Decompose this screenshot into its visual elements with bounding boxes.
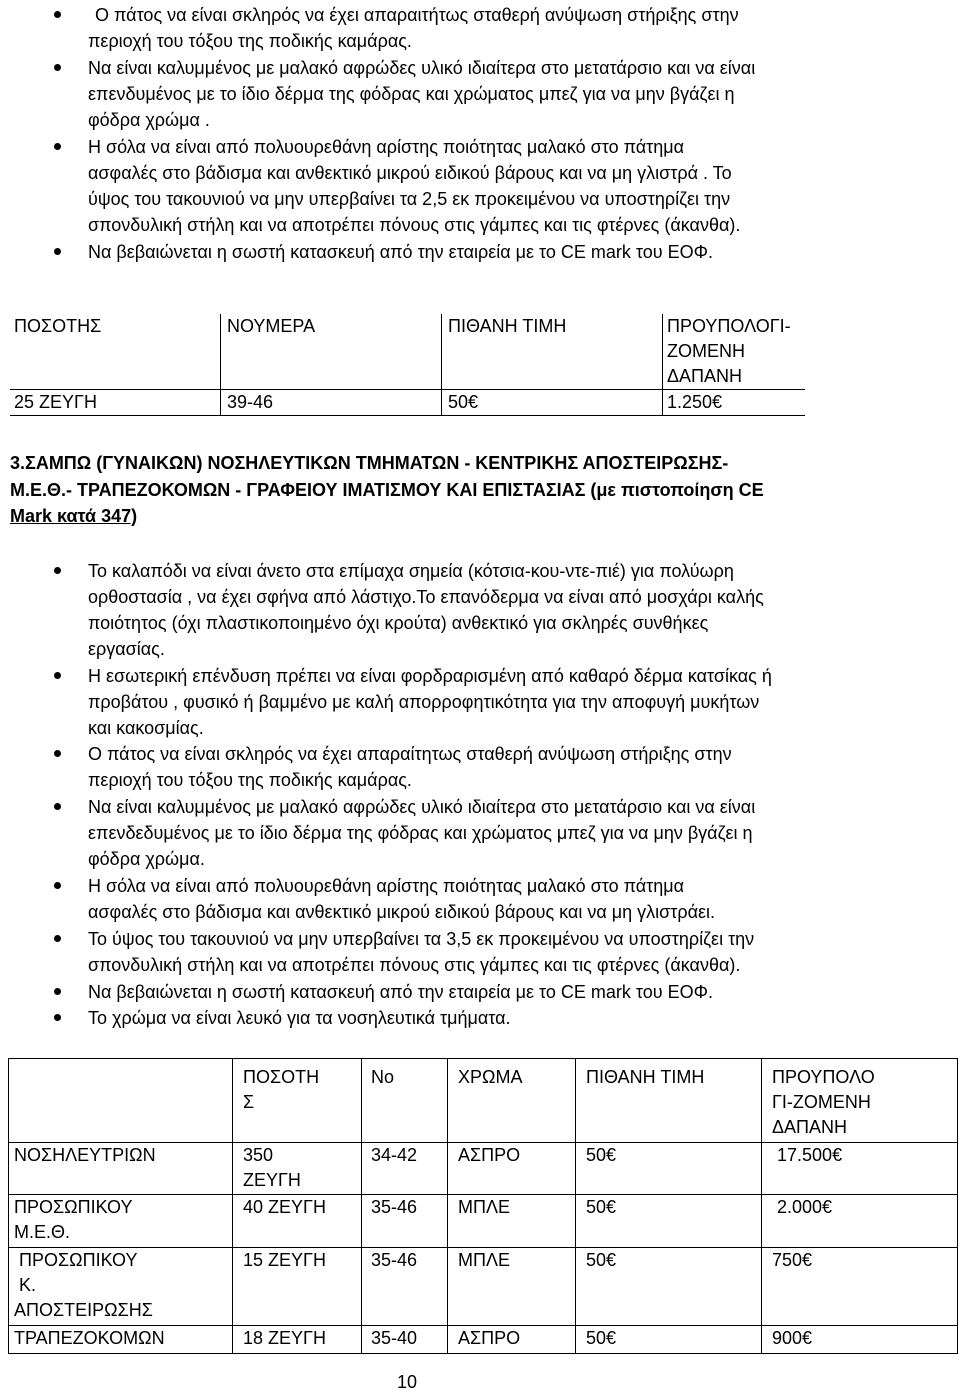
text-line: Ο πάτος να είναι σκληρός να έχει απαραιτήτως σταθερή ανύψωση στήριξης στην [95, 5, 739, 25]
table-cell: 50€ [576, 1326, 762, 1354]
table-header-cell: ΠΙΘΑΝΗ ΤΙΜΗ [442, 314, 663, 390]
table-cell: ΠΡΟΣΩΠΙΚΟΥ Μ.Ε.Θ. [9, 1195, 233, 1248]
text-line: Η εσωτερική επένδυση πρέπει να είναι φορδραρισμένη από καθαρό δέρμα κατσίκας ή [88, 666, 772, 686]
bullet-icon [54, 11, 61, 18]
table-cell: ΤΡΑΠΕΖΟΚΟΜΩΝ [9, 1326, 233, 1354]
quantity-table-1 [10, 314, 805, 416]
table-header-cell: ΠΟΣΟΤΗΣ [10, 314, 221, 390]
euro-icon: € [606, 1145, 617, 1165]
euro-icon: € [468, 392, 479, 412]
bullet-icon [54, 882, 61, 889]
quantity-table-2 [8, 1058, 958, 1354]
table-cell: 40 ΖΕΥΓΗ [233, 1195, 362, 1248]
table-cell: 35-40 [362, 1326, 448, 1354]
text-line: Το καλαπόδι να είναι άνετο στα επίμαχα σημεία (κότσια-κου-ντε-πιέ) για πολύωρη [88, 561, 734, 581]
bullet-icon [54, 567, 61, 574]
text-line: Να είναι καλυμμένος με μαλακό αφρώδες υλικό ιδιαίτερα στο μετατάρσιο και να είναι [88, 797, 756, 817]
table-header-cell: ΝΟΥΜΕΡΑ [221, 314, 442, 390]
euro-icon: € [802, 1328, 813, 1348]
table-header-cell: ΠΡΟΥΠΟΛΟ ΓΙ-ΖΟΜΕΝΗ ΔΑΠΑΝΗ [762, 1059, 958, 1143]
text-line: σπονδυλική στήλη και να αποτρέπει πόνους στις γάμπες και τις φτέρνες (άκανθα). [88, 955, 741, 975]
table-cell: ΜΠΛΕ [448, 1248, 576, 1326]
bullet-icon [54, 988, 61, 995]
table-cell: 1.250€ [663, 390, 806, 416]
table-header-cell [9, 1059, 233, 1143]
table-cell: 50€ [442, 390, 663, 416]
bullet-icon [54, 750, 61, 757]
text-line: επενδεδυμένος με το ίδιο δέρμα της φόδρας και χρώματος μπεζ για να μην βγάζει η [88, 823, 753, 843]
text-line: Να είναι καλυμμένος με μαλακό αφρώδες υλικό ιδιαίτερα στο μετατάρσιο και να είναι [88, 58, 756, 78]
text-line: περιοχή του τόξου της ποδικής καμάρας. [88, 770, 412, 790]
text-line: φόδρα χρώμα . [88, 110, 210, 130]
table-cell: ΠΡΟΣΩΠΙΚΟΥ Κ. ΑΠΟΣΤΕΙΡΩΣΗΣ [9, 1248, 233, 1326]
bullet-icon [54, 143, 61, 150]
table-cell: ΝΟΣΗΛΕΥΤΡΙΩΝ [9, 1143, 233, 1195]
text-line: ποιότητος (όχι πλαστικοποιημένο όχι κρούτα) ανθεκτικό για σκληρές συνθήκες [88, 613, 709, 633]
table-cell: 35-46 [362, 1195, 448, 1248]
table-cell: 35-46 [362, 1248, 448, 1326]
section-title-line: Μ.Ε.Θ.- ΤΡΑΠΕΖΟΚΟΜΩΝ - ΓΡΑΦΕΙΟΥ ΙΜΑΤΙΣΜΟΥ ΚΑΙ ΕΠΙΣΤΑΣΙΑΣ (με πιστοποίηση CE [10, 480, 764, 500]
table-cell: 15 ΖΕΥΓΗ [233, 1248, 362, 1326]
section-title-line: Mark κατά 347) [10, 506, 138, 526]
text-line: ασφαλές στο βάδισμα και ανθεκτικό μικρού ειδικού βάρους και να μη γλιστρά . Το [88, 163, 732, 183]
text-line: και κακοσμίας. [88, 718, 204, 738]
text-line: Η σόλα να είναι από πολυουρεθάνη αρίστης ποιότητας μαλακό στο πάτημα [88, 137, 685, 157]
text-line: φόδρα χρώμα. [88, 849, 205, 869]
text-line: εργασίας. [88, 639, 165, 659]
text-line: Η σόλα να είναι από πολυουρεθάνη αρίστης ποιότητας μαλακό στο πάτημα [88, 876, 685, 896]
text-line: Το ύψος του τακουνιού να μην υπερβαίνει τα 3,5 εκ προκειμένου να υποστηρίζει την [88, 929, 755, 949]
table-cell: 25 ΖΕΥΓΗ [10, 390, 221, 416]
euro-icon: € [606, 1197, 617, 1217]
table-cell: 900€ [762, 1326, 958, 1354]
table-cell: 50€ [576, 1248, 762, 1326]
table-header-cell: Νο [362, 1059, 448, 1143]
text-line: ασφαλές στο βάδισμα και ανθεκτικό μικρού ειδικού βάρους και να μη γλιστράει. [88, 902, 716, 922]
text-line: επενδυμένος με το ίδιο δέρμα της φόδρας και χρώματος μπεζ για να μην βγάζει η [88, 84, 735, 104]
text-line: Το χρώμα να είναι λευκό για τα νοσηλευτικά τμήματα. [88, 1008, 511, 1028]
table-cell: ΑΣΠΡΟ [448, 1326, 576, 1354]
table-cell: 18 ΖΕΥΓΗ [233, 1326, 362, 1354]
euro-icon: € [606, 1328, 617, 1348]
table-cell: 34-42 [362, 1143, 448, 1195]
text-line: ορθοστασία , να έχει σφήνα από λάστιχο.Το επανόδερμα να είναι από μοσχάρι καλής [88, 587, 764, 607]
text-line: Να βεβαιώνεται η σωστή κατασκευή από την εταιρεία με το CE mark του ΕΟΦ. [88, 242, 713, 262]
page-number: 10 [397, 1372, 418, 1392]
text-line: σπονδυλική στήλη και να αποτρέπει πόνους στις γάμπες και τις φτέρνες (άκανθα). [88, 215, 741, 235]
table-cell: 2.000€ [762, 1195, 958, 1248]
table-cell: 17.500€ [762, 1143, 958, 1195]
table-cell: 50€ [576, 1143, 762, 1195]
text-line: ύψος του τακουνιού να μην υπερβαίνει τα 2,5 εκ προκειμένου να υποστηρίζει την [88, 189, 731, 209]
table-cell: 350 ΖΕΥΓΗ [233, 1143, 362, 1195]
table-cell: ΑΣΠΡΟ [448, 1143, 576, 1195]
euro-icon: € [832, 1145, 843, 1165]
euro-icon: € [822, 1197, 833, 1217]
euro-icon: € [802, 1250, 813, 1270]
bullet-icon [54, 935, 61, 942]
table-cell: 39-46 [221, 390, 442, 416]
table-header-cell: ΠΟΣΟΤΗ Σ [233, 1059, 362, 1143]
bullet-icon [54, 1014, 61, 1021]
table-header-cell: ΠΡΟΥΠΟΛΟΓΙ- ΖΟΜΕΝΗ ΔΑΠΑΝΗ [667, 316, 791, 386]
bullet-icon [54, 672, 61, 679]
euro-icon: € [712, 392, 723, 412]
table-header-cell: ΠΙΘΑΝΗ ΤΙΜΗ [576, 1059, 762, 1143]
bullet-icon [54, 803, 61, 810]
text-line: Να βεβαιώνεται η σωστή κατασκευή από την εταιρεία με το CE mark του ΕΟΦ. [88, 982, 713, 1002]
bullet-icon [54, 248, 61, 255]
text-line: Ο πάτος να είναι σκληρός να έχει απαραίτητως σταθερή ανύψωση στήριξης στην [88, 744, 732, 764]
text-line: περιοχή του τόξου της ποδικής καμάρας. [88, 31, 412, 51]
table-cell: 750€ [762, 1248, 958, 1326]
section-title-line: 3.ΣΑΜΠΩ (ΓΥΝΑΙΚΩΝ) ΝΟΣΗΛΕΥΤΙΚΩΝ ΤΜΗΜΑΤΩΝ - ΚΕΝΤΡΙΚΗΣ ΑΠΟΣΤΕΙΡΩΣΗΣ- [10, 453, 729, 473]
bullet-icon [54, 64, 61, 71]
table-cell: ΜΠΛΕ [448, 1195, 576, 1248]
text-line: προβάτου , φυσικό ή βαμμένο με καλή απορροφητικότητα για την αποφυγή μυκήτων [88, 692, 760, 712]
table-cell: 50€ [576, 1195, 762, 1248]
euro-icon: € [606, 1250, 617, 1270]
table-header-cell: ΧΡΩΜΑ [448, 1059, 576, 1143]
